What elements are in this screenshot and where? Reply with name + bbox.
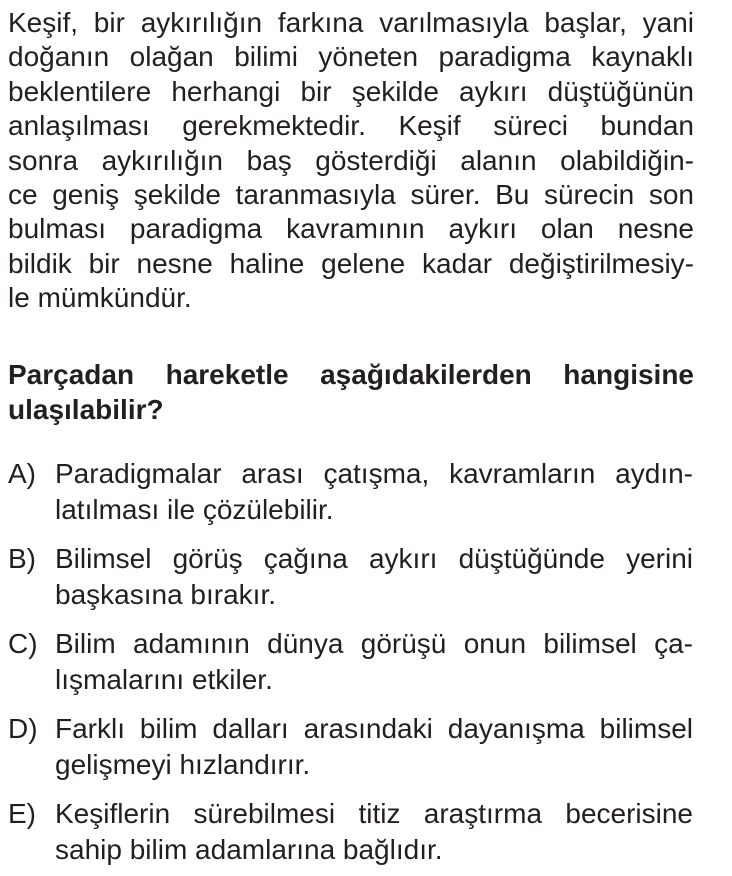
option-line: sahip bilim adamlarına bağlıdır. (55, 834, 443, 865)
passage-line: sonra aykırılığın baş gösterdiği alanın olabildiğin- (8, 144, 694, 176)
passage-line: anlaşılması gerekmektedir. Keşif süreci bundan (8, 110, 694, 142)
passage-line: bulması paradigma kavramının aykırı olan nesne (8, 213, 694, 245)
option-text (55, 541, 693, 613)
option-line: Bilimsel görüş çağına aykırı düştüğünde yerini (55, 543, 693, 574)
question-line: ulaşılabilir? (8, 394, 164, 425)
option-line: lışmalarını etkiler. (55, 664, 273, 695)
option-line: başkasına bırakır. (55, 579, 277, 610)
option-text (55, 711, 693, 783)
passage-line: doğanın olağan bilimi yöneten paradigma kaynaklı (8, 41, 694, 73)
option-line: latılması ile çözülebilir. (55, 494, 334, 525)
option-letter: C) (8, 628, 38, 659)
option-line: Keşiflerin sürebilmesi titiz araştırma becerisine (55, 798, 693, 829)
option-text (55, 456, 693, 528)
option-line: gelişmeyi hızlandırır. (55, 749, 311, 780)
option-text (55, 626, 693, 698)
question-line: Parçadan hareketle aşağıdakilerden hangisine (8, 359, 694, 390)
option-line: Farklı bilim dalları arasındaki dayanışma bilimsel (55, 713, 693, 744)
option-line: Paradigmalar arası çatışma, kavramların aydın- (55, 458, 693, 489)
passage-line: ce geniş şekilde taranmasıyla sürer. Bu sürecin son (8, 178, 694, 210)
passage-line: Keşif, bir aykırılığın farkına varılmasıyla başlar, yani (8, 7, 694, 38)
option-letter: E) (8, 798, 36, 829)
question-stem (8, 357, 694, 427)
option-letter: A) (8, 458, 36, 489)
option-letter: B) (8, 543, 36, 574)
option-letter: D) (8, 713, 38, 744)
reading-passage (8, 6, 694, 316)
passage-line: le mümkündür. (8, 282, 192, 314)
passage-line: bildik bir nesne haline gelene kadar değiştirilmesiy- (8, 247, 694, 279)
option-text (55, 796, 693, 868)
option-line: Bilim adamının dünya görüşü onun bilimsel ça- (55, 628, 693, 659)
passage-line: beklentilere herhangi bir şekilde aykırı düştüğünün (8, 75, 694, 107)
